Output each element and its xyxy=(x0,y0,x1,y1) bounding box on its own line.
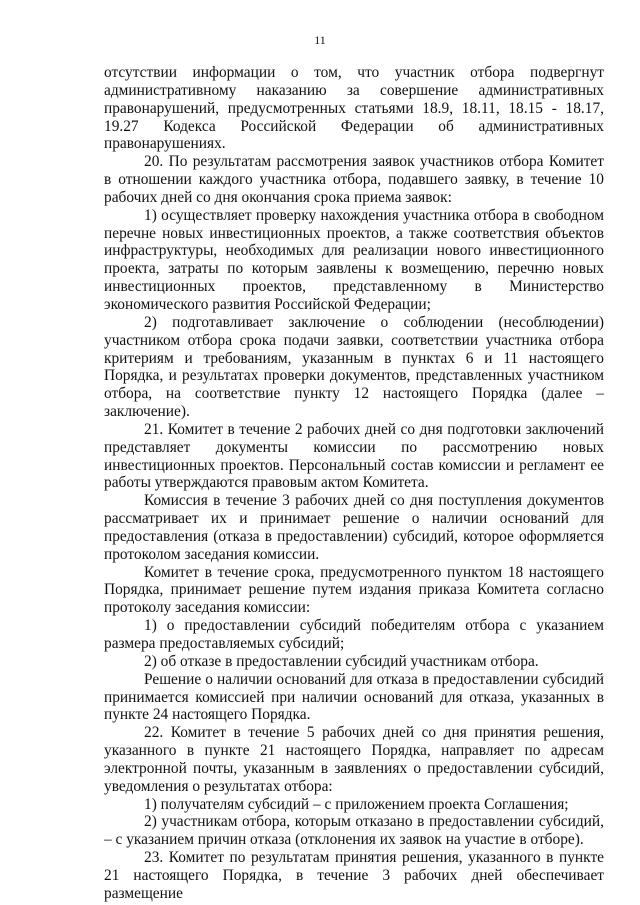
paragraph: 2) подготавливает заключение о соблюдении (несоблюдении) участником отбора срока подачи заявки, соответствии участника отбора критериям и требованиям, указанным в пунктах 6 и 11 настоящего Порядка, и результатах проверки документов, представленных участником отбора, на соответствие пункту 12 настоящего Порядка (далее – заключение). xyxy=(104,313,604,421)
paragraph: 1) о предоставлении субсидий победителям отбора с указанием размера предоставляемых субсидий; xyxy=(104,617,604,652)
paragraph: 20. По результатам рассмотрения заявок участников отбора Комитет в отношении каждого участника отбора, подавшего заявку, в течение 10 рабочих дней со дня окончания срока приема заявок: xyxy=(104,153,604,206)
paragraph: 2) об отказе в предоставлении субсидий участникам отбора. xyxy=(144,652,539,670)
paragraph: отсутствии информации о том, что участник отбора подвергнут административному наказанию за совершение административных правонарушений, предусмотренных статьями 18.9, 18.11, 18.15 - 18.17, 19.27 Кодекса Российской Федерации об административных правонарушениях. xyxy=(104,64,604,153)
paragraph: 1) получателям субсидий – с приложением проекта Соглашения; xyxy=(144,795,569,813)
page-number: 11 xyxy=(314,33,326,47)
paragraph: 21. Комитет в течение 2 рабочих дней со дня подготовки заключений представляет документы комиссии по рассмотрению новых инвестиционных проектов. Персональный состав комиссии и регламент ее работы утверждаются правовым актом Комитета. xyxy=(104,420,604,492)
paragraph: Решение о наличии оснований для отказа в предоставлении субсидий принимается комиссией при наличии оснований для отказа, указанных в пункте 24 настоящего Порядка. xyxy=(104,670,604,724)
paragraph: 2) участникам отбора, которым отказано в предоставлении субсидий, – с указанием причин отказа (отклонения их заявок на участие в отборе). xyxy=(104,813,604,849)
paragraph: Комитет в течение срока, предусмотренного пунктом 18 настоящего Порядка, принимает решение путем издания приказа Комитета согласно протоколу заседания комиссии: xyxy=(104,563,604,617)
paragraph: 23. Комитет по результатам принятия решения, указанного в пункте 21 настоящего Порядка, в течение 3 рабочих дней обеспечивает размещение xyxy=(104,849,604,902)
paragraph: 22. Комитет в течение 5 рабочих дней со дня принятия решения, указанного в пункте 21 настоящего Порядка, направляет по адресам электронной почты, указанным в заявлениях о предоставлении субсидий, уведомления о результатах отбора: xyxy=(104,724,604,795)
paragraph: 1) осуществляет проверку нахождения участника отбора в свободном перечне новых инвестиционных проектов, а также соответствия объектов инфраструктуры, необходимых для реализации нового инвестиционного проекта, затраты по которым заявлены к возмещению, перечню новых инвестиционных проектов, представленному в Министерство экономического развития Российской Федерации; xyxy=(104,206,604,313)
document-body xyxy=(104,64,604,903)
paragraph: Комиссия в течение 3 рабочих дней со дня поступления документов рассматривает их и принимает решение о наличии оснований для предоставления (отказа в предоставлении) субсидий, которое оформляется протоколом заседания комиссии. xyxy=(104,492,604,563)
